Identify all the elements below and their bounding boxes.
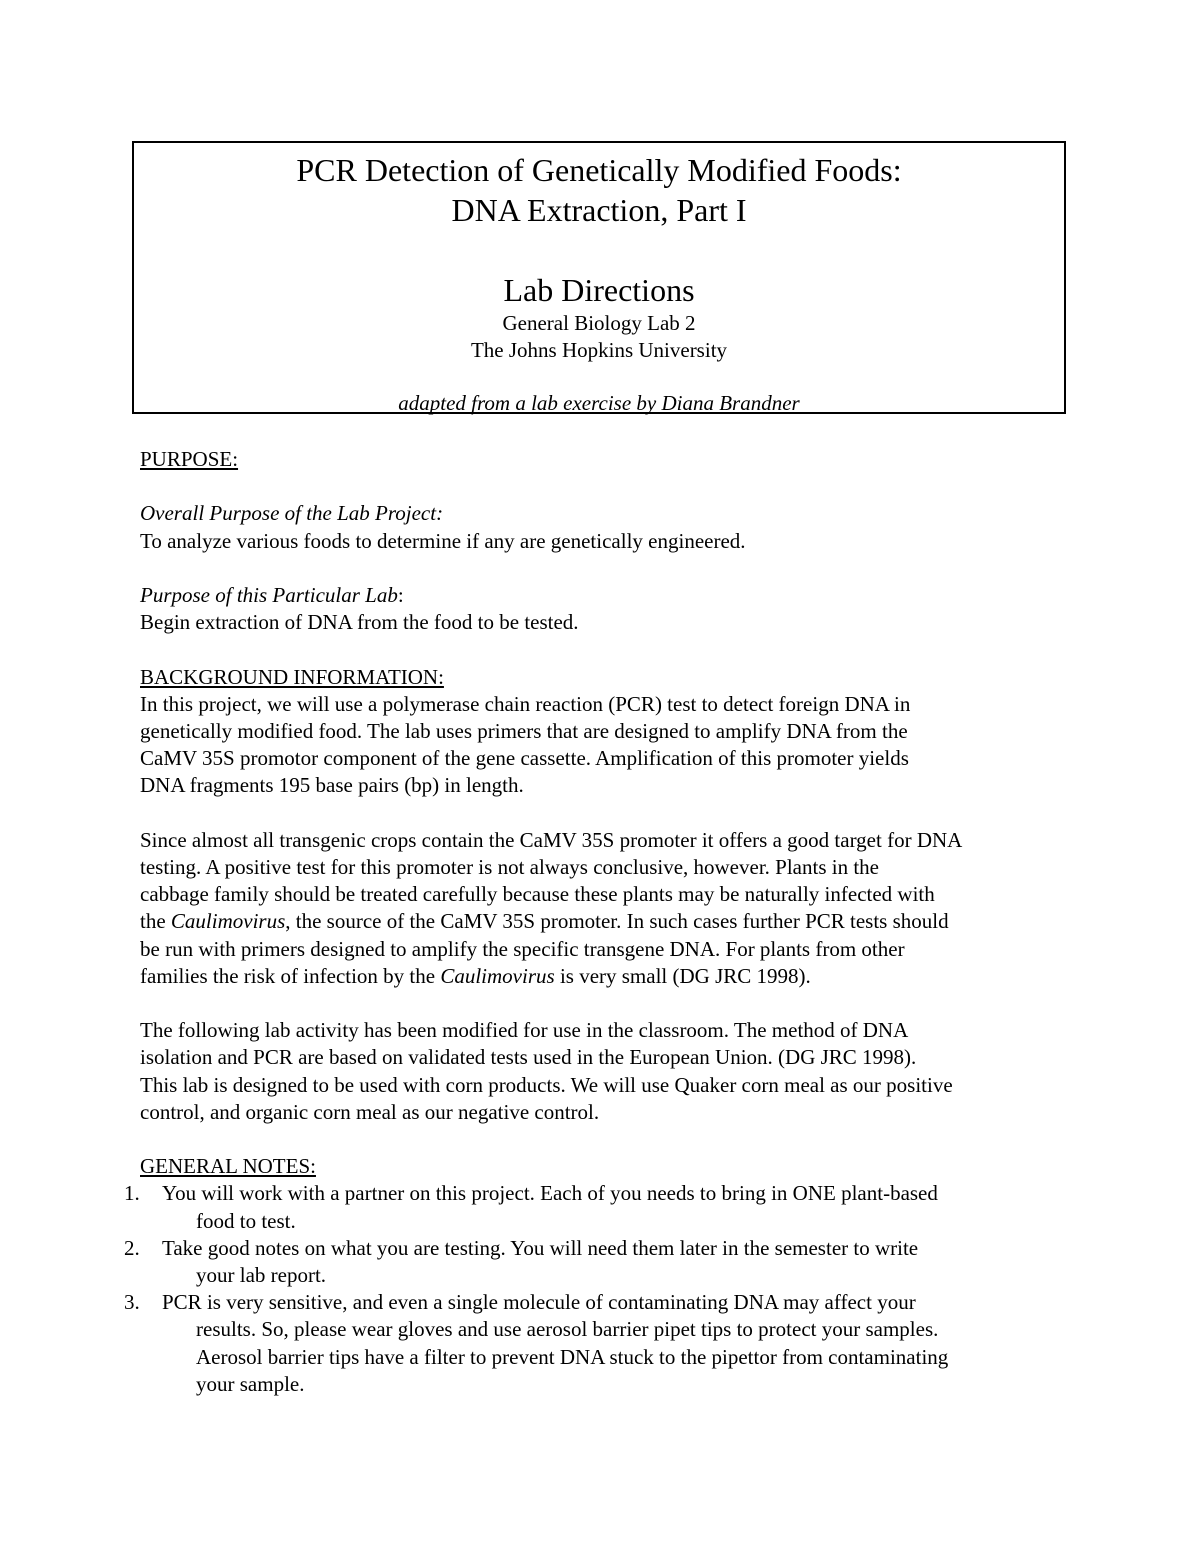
general-notes-list: [124, 1180, 1070, 1398]
list-item-text: your lab report.: [196, 1263, 327, 1287]
list-item-text: PCR is very sensitive, and even a single molecule of contaminating DNA may affect your: [162, 1290, 916, 1315]
overall-purpose-label: Overall Purpose of the Lab Project:: [140, 501, 444, 526]
particular-purpose-colon: :: [397, 582, 404, 607]
text-run: , the source of the CaMV 35S promoter. In such cases further PCR tests should: [285, 909, 949, 934]
text-run: is very small (DG JRC 1998).: [554, 963, 811, 988]
virus-name: Caulimovirus: [170, 909, 286, 934]
list-item-text: your sample.: [196, 1371, 305, 1396]
list-item: [124, 1289, 1070, 1398]
list-item-text: You will work with a partner on this project. Each of you needs to bring in ONE plant-based: [162, 1181, 938, 1206]
institution-name: The Johns Hopkins University: [470, 338, 728, 362]
title-box: [132, 141, 1066, 414]
list-item-text: Take good notes on what you are testing. You will need them later in the semester to write: [162, 1235, 919, 1260]
list-item-number: 3.: [124, 1290, 140, 1315]
list-item: [124, 1180, 1070, 1234]
purpose-heading: PURPOSE:: [140, 447, 239, 471]
background-p2-line: Since almost all transgenic crops contain the CaMV 35S promoter it offers a good target for DNA: [140, 827, 963, 852]
background-p1-line: In this project, we will use a polymerase chain reaction (PCR) test to detect foreign DNA in: [140, 691, 911, 716]
background-p2-line: cabbage family should be treated carefully because these plants may be naturally infected with: [140, 882, 935, 907]
background-p1-line: CaMV 35S promotor component of the gene cassette. Amplification of this promoter yields: [140, 746, 909, 771]
general-notes-heading: GENERAL NOTES:: [140, 1154, 316, 1179]
particular-purpose-text: Begin extraction of DNA from the food to be tested.: [140, 610, 579, 635]
list-item-text: results. So, please wear gloves and use aerosol barrier pipet tips to protect your samples.: [196, 1317, 939, 1342]
text-run: families the risk of infection by the: [140, 963, 441, 988]
particular-purpose-label: [140, 582, 1070, 609]
document-subtitle: Lab Directions: [503, 272, 695, 308]
background-p2-line: testing. A positive test for this promoter is not always conclusive, however. Plants in the: [140, 854, 879, 879]
background-p3-line: This lab is designed to be used with corn products. We will use Quaker corn meal as our positive: [140, 1072, 953, 1097]
background-p3-line: isolation and PCR are based on validated tests used in the European Union. (DG JRC 1998).: [140, 1045, 917, 1070]
text-run: the: [140, 909, 171, 934]
background-p3-line: control, and organic corn meal as our negative control.: [140, 1099, 600, 1124]
background-p2-line: [140, 963, 1070, 990]
credit-line: adapted from a lab exercise by Diana Brandner: [398, 391, 800, 415]
list-item-text: food to test.: [196, 1208, 296, 1233]
overall-purpose-text: To analyze various foods to determine if any are genetically engineered.: [140, 528, 746, 553]
list-item-text: Aerosol barrier tips have a filter to prevent DNA stuck to the pipettor from contaminating: [196, 1344, 949, 1369]
list-item: [124, 1235, 1070, 1289]
background-p1-line: genetically modified food. The lab uses primers that are designed to amplify DNA from the: [140, 718, 908, 743]
list-item-number: 2.: [124, 1235, 140, 1260]
virus-name: Caulimovirus: [440, 963, 555, 988]
document-title-line-1: PCR Detection of Genetically Modified Foods:: [296, 152, 902, 188]
list-item-number: 1.: [124, 1181, 140, 1206]
background-p2-line: [140, 908, 1070, 935]
document-title-line-2: DNA Extraction, Part I: [451, 192, 747, 228]
background-heading: BACKGROUND INFORMATION:: [140, 664, 444, 689]
background-p3-line: The following lab activity has been modified for use in the classroom. The method of DNA: [140, 1018, 909, 1043]
particular-purpose-label-text: Purpose of this Particular Lab: [140, 582, 398, 607]
document-body: [124, 446, 1070, 1398]
background-p1-line: DNA fragments 195 base pairs (bp) in length.: [140, 773, 524, 798]
background-p2-line: be run with primers designed to amplify the specific transgene DNA. For plants from other: [140, 936, 905, 961]
course-name: General Biology Lab 2: [502, 311, 696, 335]
